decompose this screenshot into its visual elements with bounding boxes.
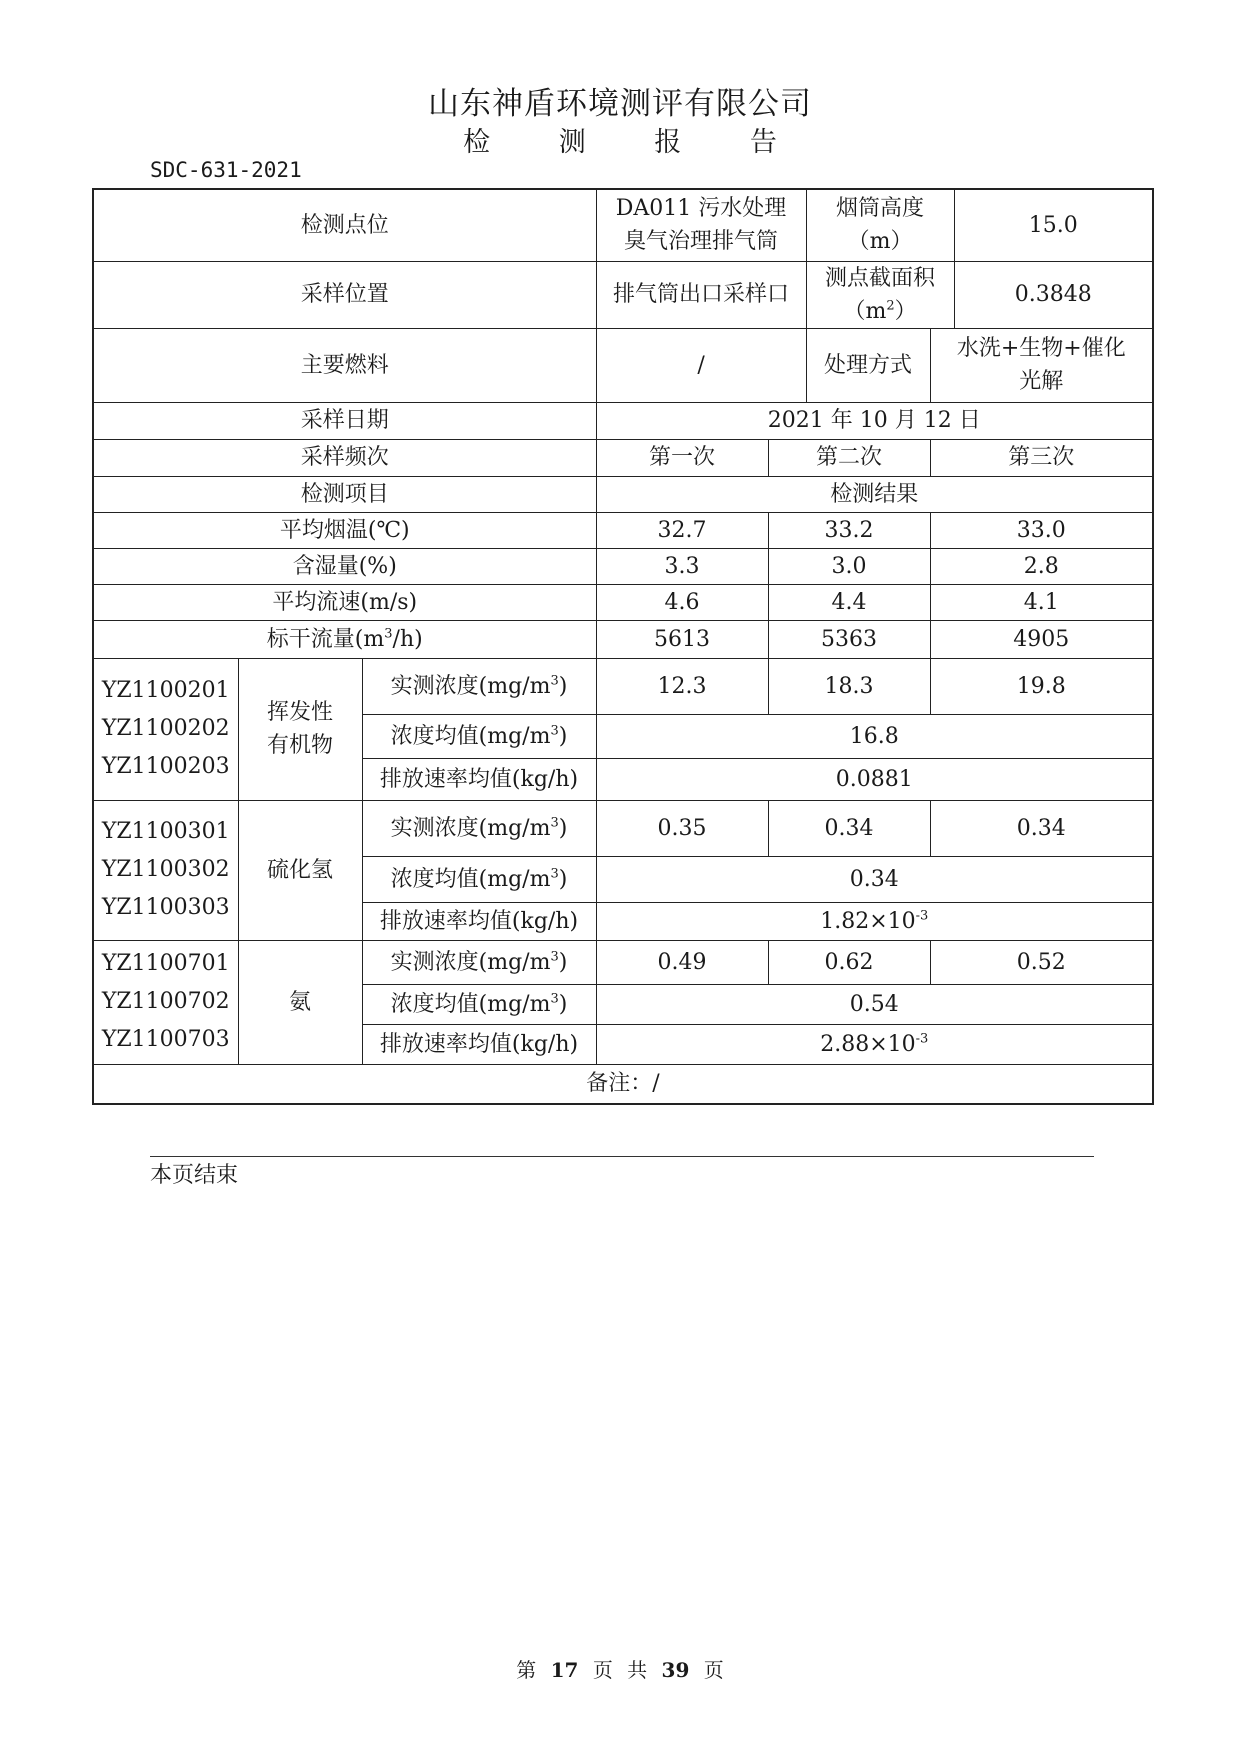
- pollutant-name: 氨: [238, 940, 362, 1064]
- measured-label: 实测浓度$(mg/m^3)$: [362, 800, 596, 856]
- info-row-date: [93, 402, 1153, 439]
- info-row-location: [93, 261, 1153, 328]
- mean-value: 16.8: [596, 714, 1153, 758]
- pollutant-measured-row: [93, 658, 1153, 714]
- param-value: 3.0: [768, 548, 930, 584]
- remark: 备注：/: [93, 1064, 1153, 1104]
- measured-value: 0.52: [930, 940, 1153, 984]
- sample-codes: YZ1100201 YZ1100202 YZ1100203: [93, 658, 238, 800]
- param-label: 平均烟温(℃): [93, 512, 596, 548]
- page-end-divider: [150, 1156, 1094, 1157]
- date-value: 2021 年 10 月 12 日: [596, 402, 1153, 439]
- pollutant-name: 挥发性有机物: [238, 658, 362, 800]
- mean-label: 浓度均值$(mg/m^3)$: [362, 856, 596, 902]
- mean-value: 0.34: [596, 856, 1153, 902]
- measured-value: 0.49: [596, 940, 768, 984]
- info-row-fuel: [93, 328, 1153, 402]
- param-value: 33.0: [930, 512, 1153, 548]
- frequency-1: 第一次: [596, 439, 768, 476]
- measured-label: 实测浓度$(mg/m^3)$: [362, 940, 596, 984]
- measured-label: 实测浓度$(mg/m^3)$: [362, 658, 596, 714]
- param-value: 4905: [930, 620, 1153, 658]
- height-label: 烟筒高度（m）: [806, 189, 954, 261]
- param-row: [93, 512, 1153, 548]
- measured-value: 0.34: [930, 800, 1153, 856]
- report-number: SDC-631-2021: [150, 158, 302, 182]
- param-value: 4.6: [596, 584, 768, 620]
- location-value: 排气筒出口采样口: [596, 261, 806, 328]
- rate-value: 0.0881: [596, 758, 1153, 800]
- measured-value: 0.35: [596, 800, 768, 856]
- param-value: 4.1: [930, 584, 1153, 620]
- param-label: 平均流速(m/s): [93, 584, 596, 620]
- pollutant-name: 硫化氢: [238, 800, 362, 940]
- current-page-number: 17: [550, 1658, 579, 1682]
- rate-label: 排放速率均值(kg/h): [362, 902, 596, 940]
- mean-label: 浓度均值$(mg/m^3)$: [362, 714, 596, 758]
- info-row-point: [93, 189, 1153, 261]
- param-label: 含湿量(%): [93, 548, 596, 584]
- rate-label: 排放速率均值(kg/h): [362, 1024, 596, 1064]
- treatment-value: 水洗+生物+催化光解: [930, 328, 1153, 402]
- rate-value: $1.82\times 10^{-3}$: [596, 902, 1153, 940]
- mean-label: 浓度均值$(mg/m^3)$: [362, 984, 596, 1024]
- measured-value: 0.34: [768, 800, 930, 856]
- point-label: 检测点位: [93, 189, 596, 261]
- frequency-2: 第二次: [768, 439, 930, 476]
- info-row-frequency: [93, 439, 1153, 476]
- item-label: 检测项目: [93, 476, 596, 512]
- fuel-value: /: [596, 328, 806, 402]
- frequency-label: 采样频次: [93, 439, 596, 476]
- param-value: 3.3: [596, 548, 768, 584]
- point-value: DA011 污水处理臭气治理排气筒: [596, 189, 806, 261]
- pollutant-measured-row: [93, 800, 1153, 856]
- result-label: 检测结果: [596, 476, 1153, 512]
- sample-codes: YZ1100701 YZ1100702 YZ1100703: [93, 940, 238, 1064]
- param-value: 32.7: [596, 512, 768, 548]
- measured-value: 12.3: [596, 658, 768, 714]
- remark-row: [93, 1064, 1153, 1104]
- fuel-label: 主要燃料: [93, 328, 596, 402]
- param-value: 4.4: [768, 584, 930, 620]
- location-label: 采样位置: [93, 261, 596, 328]
- mean-value: 0.54: [596, 984, 1153, 1024]
- area-label: 测点截面积$(m^2)$: [806, 261, 954, 328]
- test-report-table: [92, 188, 1154, 1105]
- param-value: 33.2: [768, 512, 930, 548]
- param-row: [93, 620, 1153, 658]
- height-value: 15.0: [954, 189, 1153, 261]
- treatment-label: 处理方式: [806, 328, 930, 402]
- param-row: [93, 548, 1153, 584]
- header-row-items: [93, 476, 1153, 512]
- param-value: 2.8: [930, 548, 1153, 584]
- param-value: 5613: [596, 620, 768, 658]
- area-value: 0.3848: [954, 261, 1153, 328]
- page-end-note: 本页结束: [150, 1163, 239, 1188]
- rate-label: 排放速率均值(kg/h): [362, 758, 596, 800]
- rate-value: $2.88\times 10^{-3}$: [596, 1024, 1153, 1064]
- page-footer: 第 17 页 共 39 页: [516, 1658, 724, 1682]
- document-title: 检 测 报 告: [463, 127, 807, 158]
- param-row: [93, 584, 1153, 620]
- pollutant-measured-row: [93, 940, 1153, 984]
- frequency-3: 第三次: [930, 439, 1153, 476]
- measured-value: 19.8: [930, 658, 1153, 714]
- param-value: 5363: [768, 620, 930, 658]
- sample-codes: YZ1100301 YZ1100302 YZ1100303: [93, 800, 238, 940]
- total-page-count: 39: [661, 1658, 690, 1682]
- param-label: 标干流量$(m^3/h)$: [93, 620, 596, 658]
- date-label: 采样日期: [93, 402, 596, 439]
- measured-value: 18.3: [768, 658, 930, 714]
- company-name: 山东神盾环境测评有限公司: [428, 86, 812, 122]
- measured-value: 0.62: [768, 940, 930, 984]
